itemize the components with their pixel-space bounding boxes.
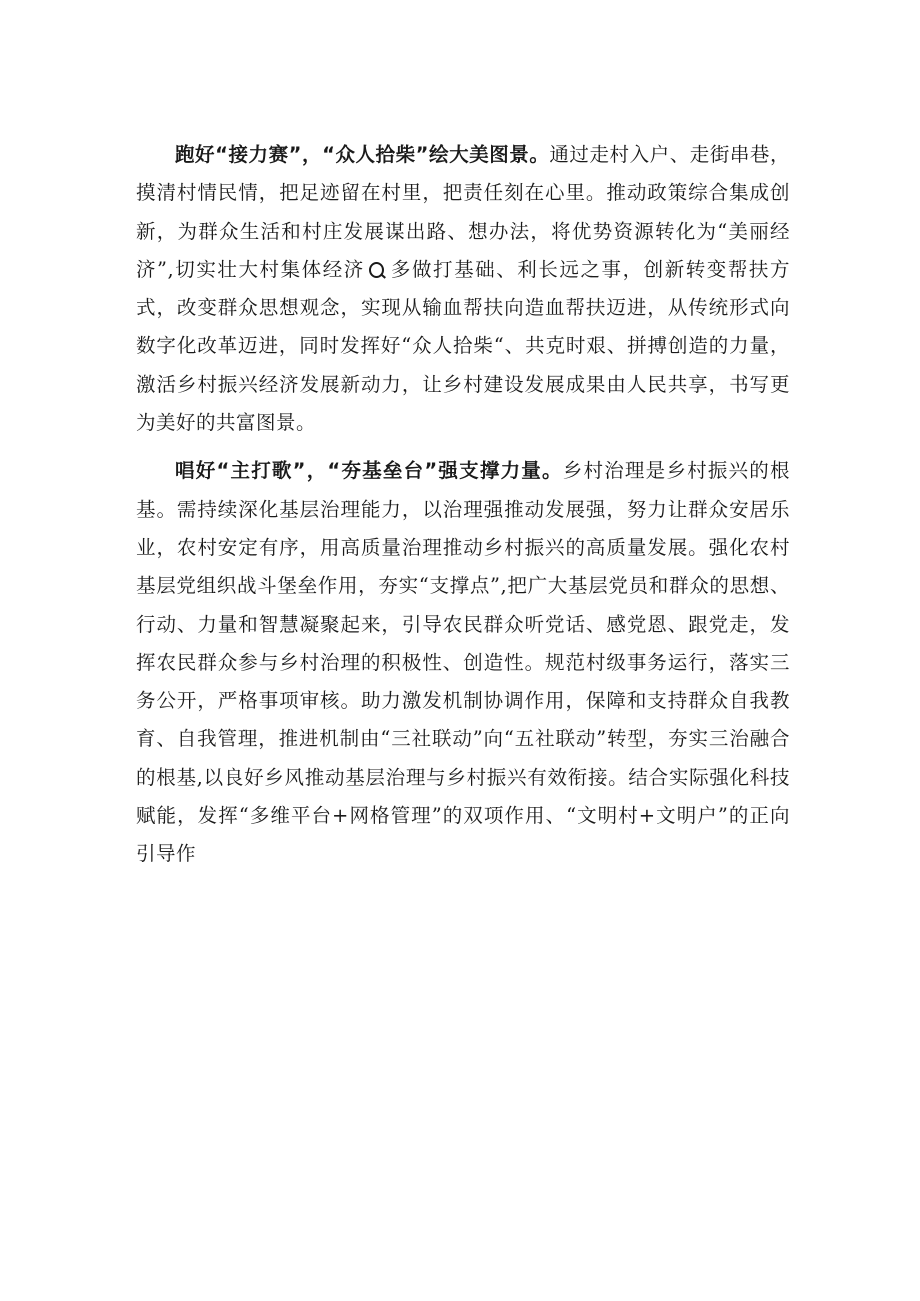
- paragraph-lead-heading: 跑好“接力赛”，“众人拾柴”绘大美图景。: [175, 143, 550, 166]
- paragraph-text-part-1: 通过走村入户、走街串巷，摸清村情民情，把足迹留在村里，把责任刻在心里。推动政策综合集成创新，为群众生活和村庄发展谋出路、想办法，将优势资源转化为“美丽经济”,切实壮大村集体经济: [136, 143, 790, 281]
- paragraph-text: 乡村治理是乡村振兴的根基。需持续深化基层治理能力，以治理强推动发展强，努力让群众安居乐业，农村安定有序，用高质量治理推动乡村振兴的高质量发展。强化农村基层党组织战斗堡垒作用，夯实“支撑点”,把广大基层党员和群众的思想、行动、力量和智慧凝聚起来，引导农民群众听党话、感党恩、跟党走，发挥农民群众参与乡村治理的积极性、创造性。规范村级事务运行，落实三务公开，严格事项审核。助力激发机制协调作用，保障和支持群众自我教育、自我管理，推进机制由“三社联动”向“五社联动”转型，夯实三治融合的根基,以良好乡风推动基层治理与乡村振兴有效衔接。结合实际强化科技赋能，发挥“多维平台+网格管理”的双项作用、“文明村+文明户”的正向引导作: [136, 459, 790, 866]
- paragraph-theme-song: [136, 452, 790, 873]
- search-icon: [369, 262, 384, 278]
- paragraph-text-part-2: 多做打基础、利长远之事，创新转变帮扶方式，改变群众思想观念，实现从输血帮扶向造血帮扶迈进，从传统形式向数字化改革迈进，同时发挥好“众人拾柴“、共克时艰、拼搏创造的力量，激活乡村振兴经济发展新动力，让乡村建设发展成果由人民共享，书写更为美好的共富图景。: [136, 257, 790, 435]
- document-body: [136, 136, 790, 874]
- paragraph-lead-heading: 唱好“主打歌”，“夯基垒台”强支撑力量。: [175, 459, 563, 483]
- paragraph-relay: [136, 136, 790, 442]
